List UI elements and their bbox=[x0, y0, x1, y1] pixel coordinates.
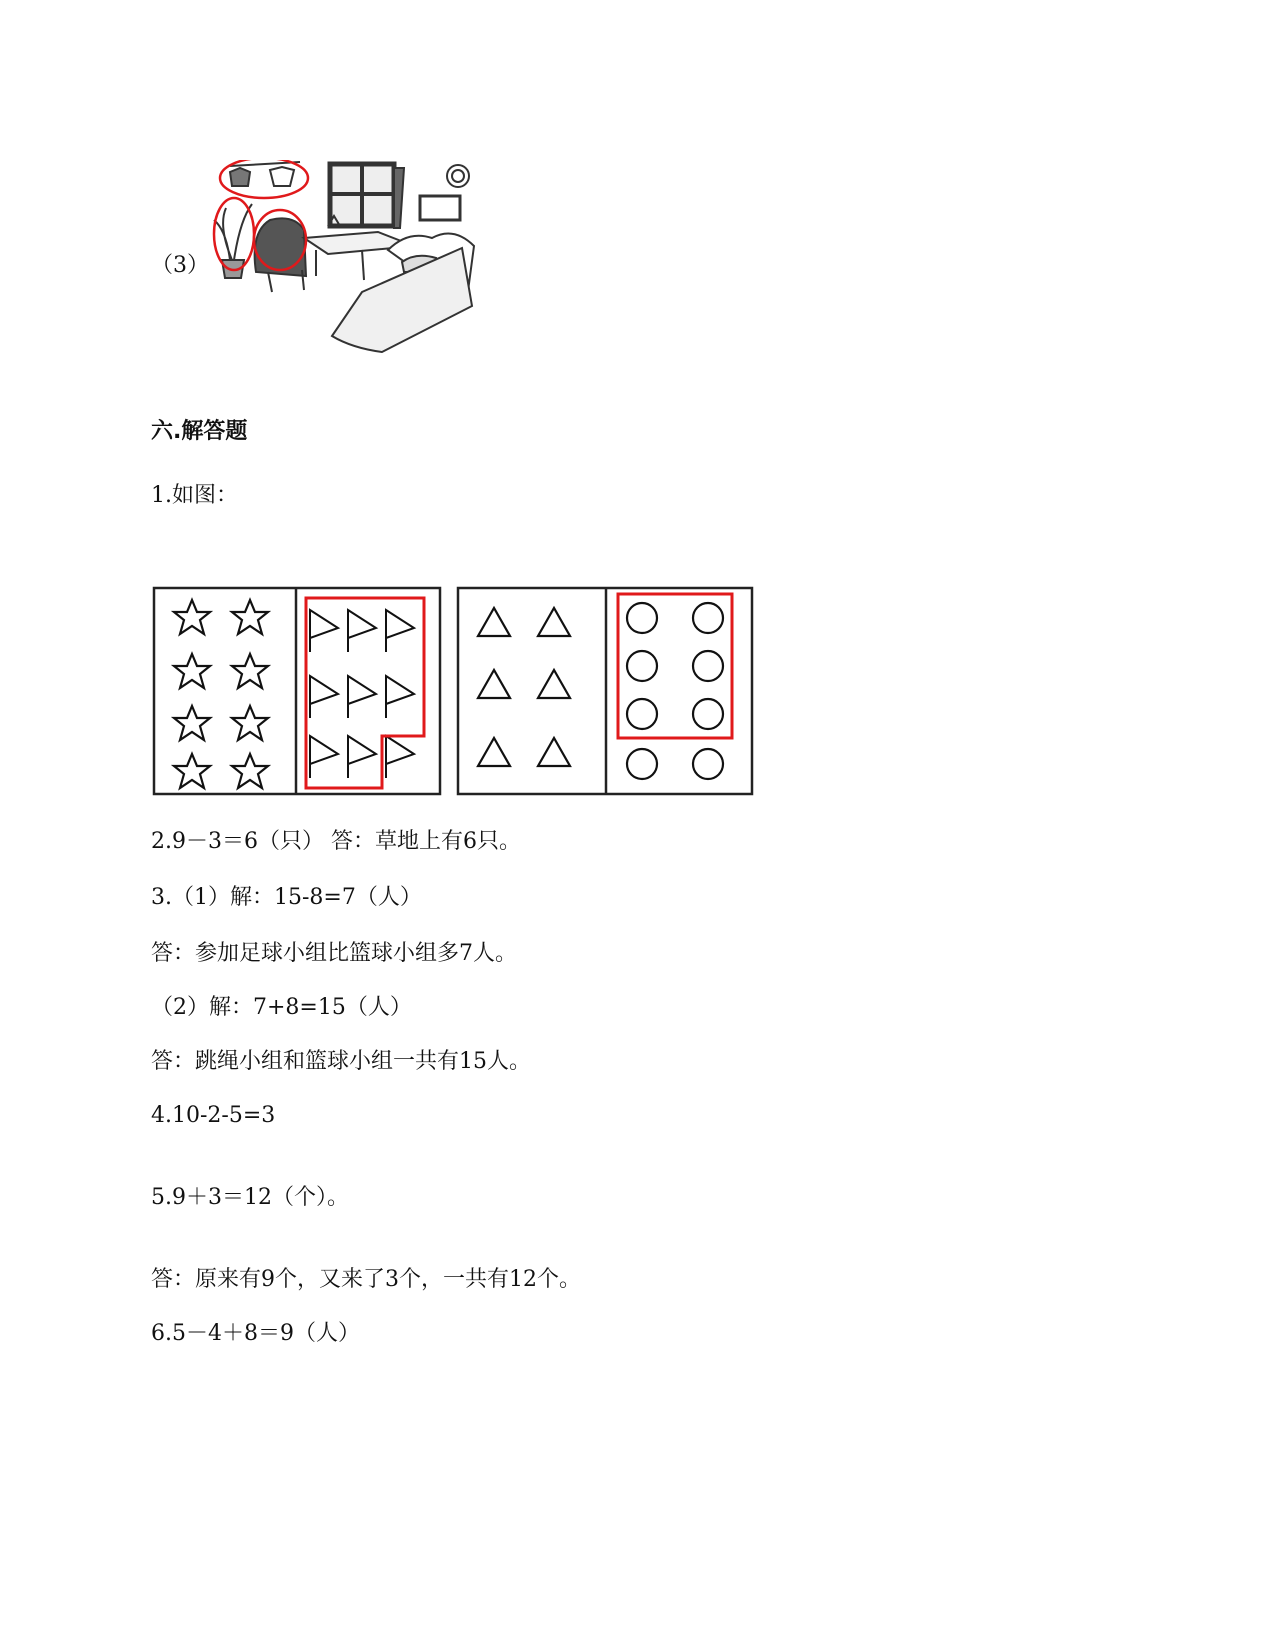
q3-line1: 3.（1）解：15-8=7（人） bbox=[151, 885, 422, 910]
triangle-icon bbox=[538, 608, 570, 636]
bedroom-illustration bbox=[212, 160, 502, 360]
circles-highlight bbox=[618, 594, 732, 738]
section-title: 六.解答题 bbox=[151, 419, 248, 444]
flag-icon bbox=[348, 610, 376, 652]
star-icon bbox=[174, 654, 210, 688]
circle-icon bbox=[627, 603, 657, 633]
star-icon bbox=[232, 754, 268, 788]
flag-icon bbox=[386, 610, 414, 652]
flag-icon bbox=[386, 676, 414, 718]
star-icon bbox=[174, 706, 210, 740]
circle-icon bbox=[693, 603, 723, 633]
triangle-icon bbox=[478, 670, 510, 698]
flag-icon bbox=[310, 610, 338, 652]
q4-text: 4.10-2-5=3 bbox=[151, 1103, 276, 1128]
circles-group bbox=[627, 603, 723, 779]
circle-icon bbox=[693, 749, 723, 779]
flag-icon bbox=[310, 736, 338, 778]
star-icon bbox=[232, 706, 268, 740]
part-3-label: （3） bbox=[151, 253, 209, 278]
triangle-icon bbox=[538, 670, 570, 698]
circle-icon bbox=[627, 699, 657, 729]
q3-line2: 答：参加足球小组比篮球小组多7人。 bbox=[151, 941, 517, 966]
q5-line1: 5.9＋3＝12（个）。 bbox=[151, 1185, 349, 1210]
flag-icon bbox=[348, 676, 376, 718]
circle-icon bbox=[627, 749, 657, 779]
triangle-icon bbox=[478, 738, 510, 766]
circle-icon bbox=[627, 651, 657, 681]
q6-text: 6.5－4＋8＝9（人） bbox=[151, 1321, 360, 1346]
flag-icon bbox=[348, 736, 376, 778]
q3-line3: （2）解：7+8=15（人） bbox=[151, 995, 412, 1020]
star-icon bbox=[174, 600, 210, 634]
circle-icon bbox=[693, 699, 723, 729]
stars-group bbox=[174, 600, 268, 788]
shapes-figure bbox=[152, 586, 754, 798]
star-icon bbox=[232, 600, 268, 634]
flag-icon bbox=[386, 736, 414, 778]
circle-icon bbox=[693, 651, 723, 681]
q2-text: 2.9－3＝6（只） 答：草地上有6只。 bbox=[151, 829, 521, 854]
triangle-icon bbox=[538, 738, 570, 766]
flags-group bbox=[310, 610, 414, 778]
triangles-group bbox=[478, 608, 570, 766]
triangle-icon bbox=[478, 608, 510, 636]
q3-line4: 答：跳绳小组和篮球小组一共有15人。 bbox=[151, 1049, 531, 1074]
q1-text: 1.如图： bbox=[151, 483, 238, 508]
star-icon bbox=[232, 654, 268, 688]
star-icon bbox=[174, 754, 210, 788]
q5-line2: 答：原来有9个，又来了3个，一共有12个。 bbox=[151, 1267, 581, 1292]
flag-icon bbox=[310, 676, 338, 718]
